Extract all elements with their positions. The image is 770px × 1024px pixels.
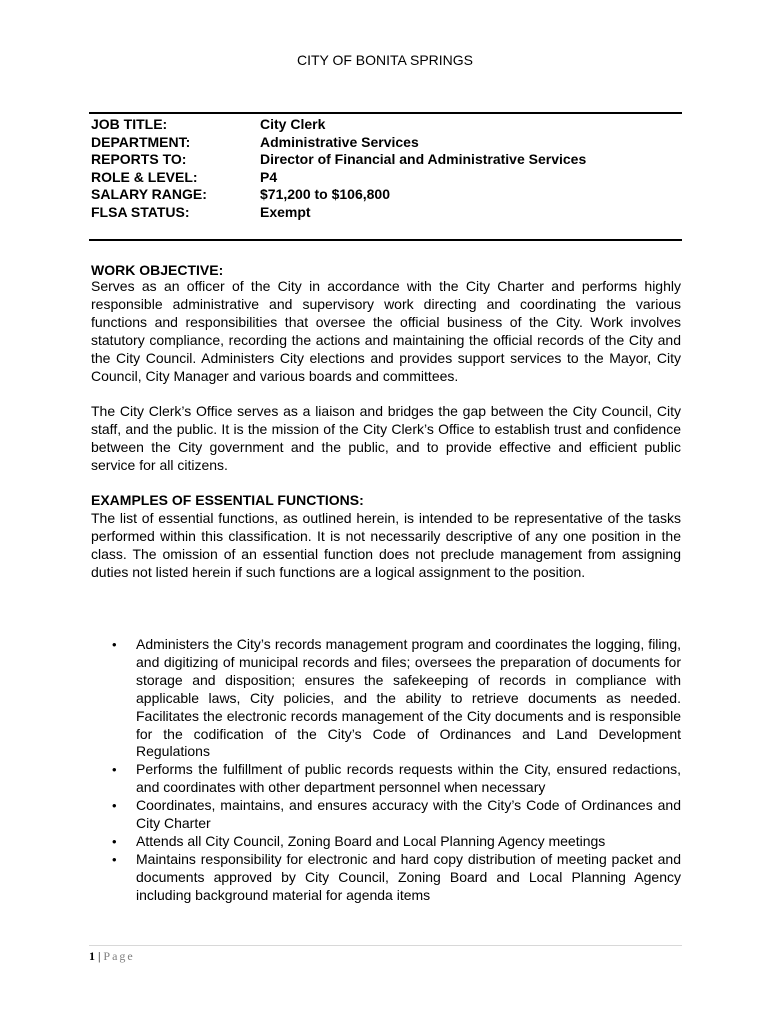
job-info-row [91,169,682,187]
role-level-value: P4 [260,168,278,185]
page-label: Page [103,949,135,963]
document-title: CITY OF BONITA SPRINGS [296,52,474,68]
list-item [91,636,681,761]
job-info-row [91,186,682,204]
job-info-table [91,116,682,222]
bullet-icon: • [112,762,117,778]
footer-divider [89,945,682,946]
list-item-text: Administers the City’s records management program and coordinates the logging, filing, and digitizing of municipal records and files; oversees the preparation of documents for storage and disposition; ensures the safekeeping of records in compliance with applicable laws, City policies, and the ability to retrieve documents as needed. Facilitates the electronic records management of the City documents and is responsible for the codification of the City’s Code of Ordinances and Land Development Regulations [136,636,681,760]
job-title-label: JOB TITLE: [91,116,168,132]
list-item-text: Coordinates, maintains, and ensures accuracy with the City’s Code of Ordinances and City Charter [136,797,681,832]
list-item-text: Attends all City Council, Zoning Board and Local Planning Agency meetings [136,832,606,849]
list-item [91,797,681,833]
job-info-row [91,204,682,222]
role-level-label: ROLE & LEVEL: [91,168,198,185]
list-item [91,761,681,797]
page-separator: | [95,949,104,963]
department-label: DEPARTMENT: [91,133,191,150]
bullet-icon: • [112,833,117,849]
essential-functions-intro: The list of essential functions, as outlined herein, is intended to be representative of the tasks performed within this classification. It is not necessarily descriptive of any one position in the class. The omission of an essential function does not preclude management from assigning duties not listed herein if such functions are a logical assignment to the position. [91,510,681,580]
salary-range-value: $71,200 to $106,800 [260,186,390,203]
job-info-row [91,134,682,152]
essential-functions-heading: EXAMPLES OF ESSENTIAL FUNCTIONS: [91,492,364,508]
bullet-icon: • [112,851,117,867]
reports-to-label: REPORTS TO: [91,151,187,168]
bullet-icon: • [112,637,117,652]
page-number: 1 [89,949,95,963]
work-objective-heading: WORK OBJECTIVE: [91,262,224,278]
work-objective-paragraph: Serves as an officer of the City in accordance with the City Charter and performs highly responsible administrative and supervisory work directing and coordinating the various functions and responsibilities that oversee the official business of the City. Work involves statutory compliance, recording the actions and maintaining the official records of the City and the City Council. Administers City elections and provides support services to the Mayor, City Council, City Manager and various boards and committees. [91,278,681,384]
reports-to-value: Director of Financial and Administrative Services [260,151,587,168]
bullet-icon: • [112,798,117,814]
job-title-value: City Clerk [260,116,326,132]
job-info-row [91,151,682,169]
bottom-divider [89,239,682,241]
list-item-text: Maintains responsibility for electronic and hard copy distribution of meeting packet and documents approved by City Council, Zoning Board and Local Planning Agency including background material for agenda items [136,850,681,903]
flsa-status-label: FLSA STATUS: [91,203,190,220]
department-value: Administrative Services [260,133,419,150]
mission-paragraph: The City Clerk’s Office serves as a liaison and bridges the gap between the City Council, City staff, and the public. It is the mission of the City Clerk’s Office to establish trust and confidence between the City government and the public, and to provide effective and efficient public service for all citizens. [91,403,681,473]
job-info-row [91,116,682,134]
list-item [91,851,681,905]
list-item [91,833,681,851]
flsa-status-value: Exempt [260,203,311,220]
page-footer [89,948,135,964]
essential-functions-list [91,636,681,905]
salary-range-label: SALARY RANGE: [91,186,207,203]
list-item-text: Performs the fulfillment of public records requests within the City, ensured redactions, and coordinates with other department personnel when necessary [136,761,681,796]
top-divider [89,112,682,114]
